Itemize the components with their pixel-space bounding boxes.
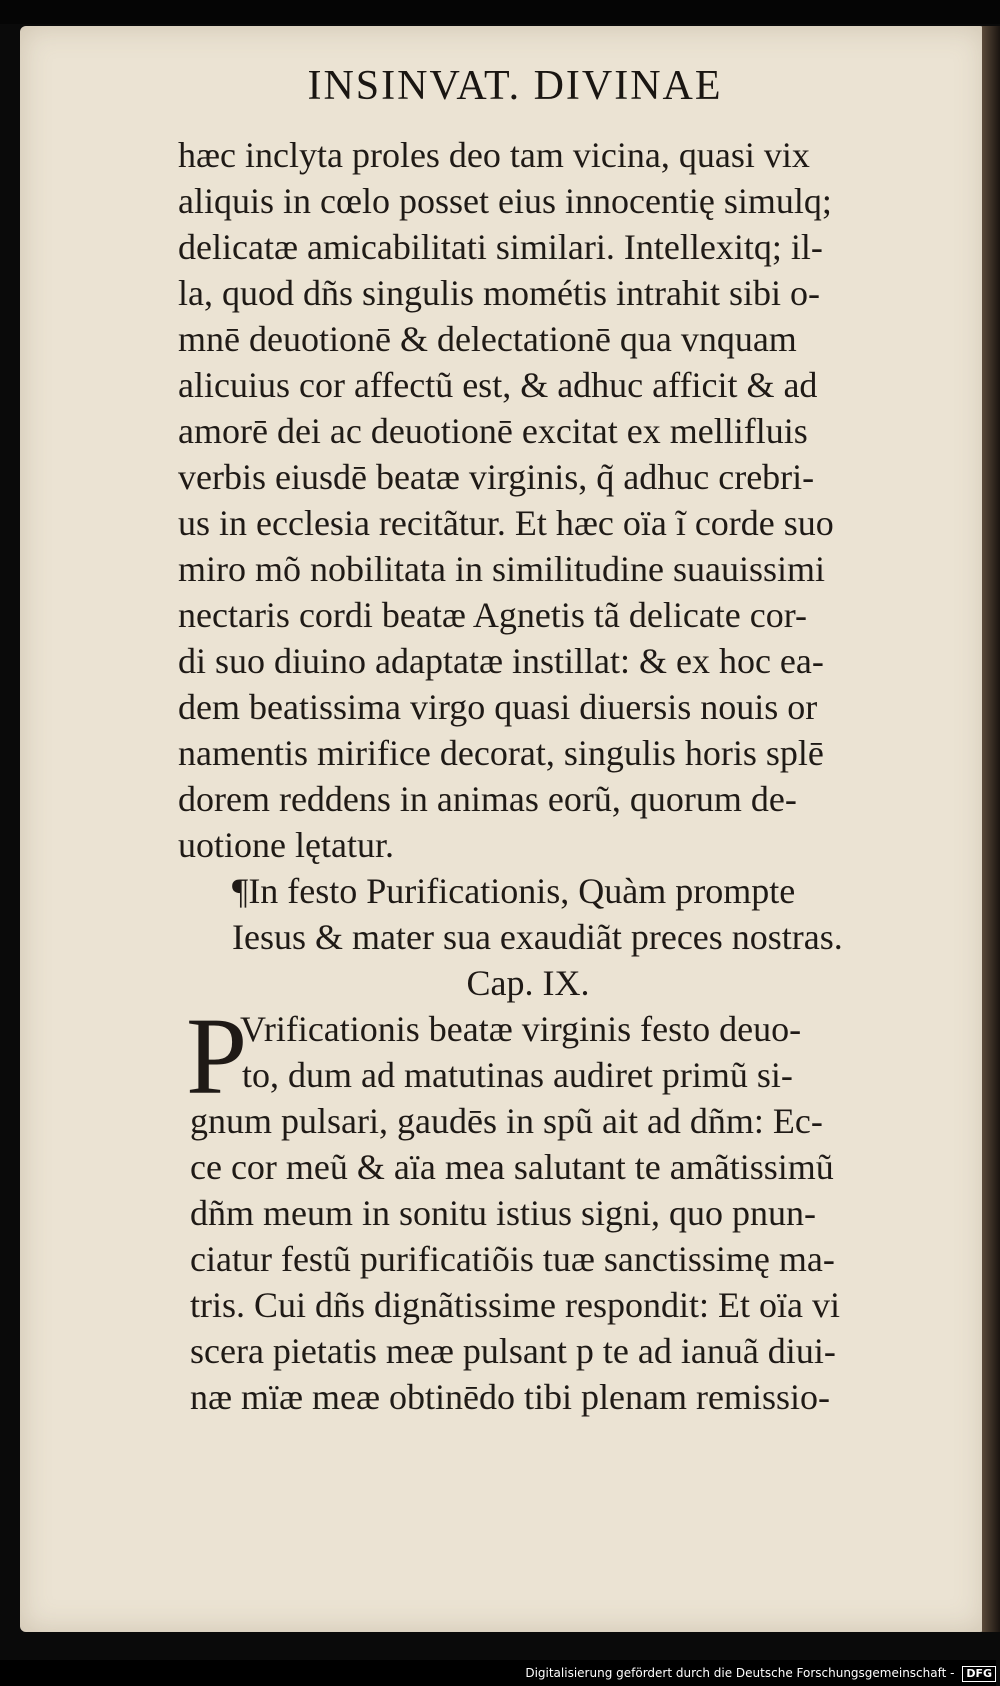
body-line: dorem reddens in animas eorũ, quorum de- — [178, 779, 797, 819]
chapter-heading-text: In festo Purificationis, Quàm prompte — [248, 871, 796, 911]
drop-cap-initial: P — [186, 995, 248, 1117]
body-line: miro mõ nobilitata in similitudine suauissimi — [178, 549, 825, 589]
body-line: hæc inclyta proles deo tam vicina, quasi vix — [178, 135, 810, 175]
scan-border-top — [0, 0, 1000, 24]
body-line: us in ecclesia recitãtur. Et hæc oïa ĩ corde suo — [178, 503, 834, 543]
chapter-line: to, dum ad matutinas audiret primũ si- — [242, 1055, 793, 1095]
body-line: namentis mirifice decorat, singulis horis splē — [178, 733, 824, 773]
chapter-line: tris. Cui dñs dignãtissime respondit: Et oïa vi — [190, 1285, 840, 1325]
running-head: INSINVAT. DIVINAE — [307, 63, 723, 109]
dfg-logo: DFG — [962, 1666, 996, 1682]
body-line: nectaris cordi beatæ Agnetis tã delicate cor- — [178, 595, 808, 635]
pilcrow-icon: ¶ — [232, 871, 249, 911]
body-line: verbis eiusdē beatæ virginis, q̃ adhuc crebri- — [178, 457, 815, 497]
body-line: mnē deuotionē & delectationē qua vnquam — [178, 319, 797, 359]
chapter-heading-line: Iesus & mater sua exaudiãt preces nostras. — [232, 917, 843, 957]
body-line: aliquis in cœlo posset eius innocentię simulq; — [178, 181, 832, 221]
chapter-line: dñm meum in sonitu istius signi, quo pnun- — [190, 1193, 817, 1233]
body-line: la, quod dñs singulis mométis intrahit sibi o- — [178, 273, 820, 313]
body-line: amorē dei ac deuotionē excitat ex mellifluis — [178, 411, 808, 451]
body-line: uotione lętatur. — [178, 825, 394, 865]
body-line: delicatæ amicabilitati similari. Intellexitq; il- — [178, 227, 823, 267]
body-line: alicuius cor affectũ est, & adhuc afficit & ad — [178, 365, 818, 405]
chapter-line: Vrificationis beatæ virginis festo deuo- — [240, 1009, 802, 1049]
chapter-opening — [178, 995, 918, 1117]
body-line: dem beatissima virgo quasi diuersis nouis or — [178, 687, 818, 727]
page-gutter-edge — [982, 26, 1000, 1632]
chapter-heading-line — [178, 868, 918, 914]
chapter-line: næ mïæ meæ obtinēdo tibi plenam remissio- — [190, 1377, 830, 1417]
chapter-line: ce cor meũ & aïa mea salutant te amãtissimũ — [190, 1147, 834, 1187]
funding-note: Digitalisierung gefördert durch die Deutsche Forschungsgemeinschaft - — [525, 1666, 955, 1680]
chapter-number: Cap. IX. — [466, 963, 590, 1003]
chapter-line: scera pietatis meæ pulsant p te ad ianuã diui- — [190, 1331, 836, 1371]
page-text-block — [178, 132, 918, 1420]
chapter-line: gnum pulsari, gaudēs in spũ ait ad dñm: Ec- — [190, 1101, 823, 1141]
chapter-line: ciatur festũ purificatiõis tuæ sanctissimę ma- — [190, 1239, 835, 1279]
digitization-footer — [0, 1660, 996, 1686]
body-line: di suo diuino adaptatæ instillat: & ex hoc ea- — [178, 641, 824, 681]
